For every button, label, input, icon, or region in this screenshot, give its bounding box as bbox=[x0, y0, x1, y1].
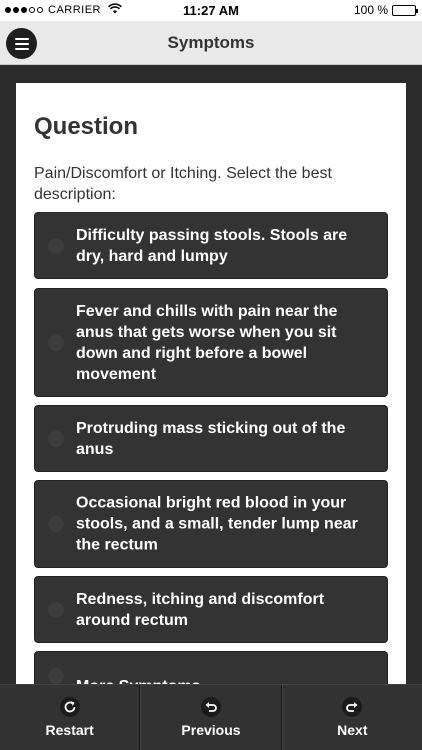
battery-percent: 100 % bbox=[353, 3, 388, 17]
question-text: Pain/Discomfort or Itching. Select the best description: bbox=[34, 165, 332, 203]
option-item[interactable] bbox=[34, 288, 388, 397]
status-right bbox=[354, 3, 416, 17]
restart-button[interactable] bbox=[0, 685, 140, 750]
radio-icon bbox=[48, 668, 64, 684]
option-item[interactable] bbox=[34, 576, 388, 643]
carrier-name: CARRIER bbox=[48, 4, 102, 16]
next-label: Next bbox=[337, 722, 368, 738]
radio-icon bbox=[48, 602, 64, 618]
previous-button[interactable] bbox=[140, 685, 281, 750]
question-title: Question bbox=[34, 113, 139, 140]
option-label: Fever and chills with pain near the anus that gets worse when you sit down and right before a bowel movement bbox=[76, 302, 338, 383]
header-bar bbox=[0, 21, 422, 65]
content-area[interactable] bbox=[0, 67, 422, 684]
undo-icon bbox=[201, 697, 221, 717]
battery-icon bbox=[392, 5, 416, 16]
radio-icon bbox=[48, 516, 64, 532]
next-button[interactable] bbox=[282, 685, 422, 750]
option-label: Difficulty passing stools. Stools are dry, hard and lumpy bbox=[76, 226, 348, 265]
redo-icon bbox=[342, 697, 362, 717]
status-time: 11:27 AM bbox=[183, 3, 239, 18]
restart-label: Restart bbox=[45, 722, 94, 738]
option-item[interactable] bbox=[34, 405, 388, 472]
refresh-icon bbox=[60, 697, 80, 717]
bottom-toolbar bbox=[0, 684, 422, 750]
radio-icon bbox=[48, 431, 64, 447]
page-title: Symptoms bbox=[167, 33, 255, 52]
option-item[interactable] bbox=[34, 212, 388, 279]
previous-label: Previous bbox=[181, 722, 241, 738]
option-label: Occasional bright red blood in your stools, and a small, tender lump near the rectum bbox=[76, 494, 358, 554]
option-item[interactable] bbox=[34, 480, 388, 568]
radio-icon bbox=[48, 335, 64, 351]
option-label: Redness, itching and discomfort around rectum bbox=[76, 590, 325, 629]
radio-icon bbox=[48, 238, 64, 254]
option-label: Protruding mass sticking out of the anus bbox=[76, 419, 346, 458]
status-bar bbox=[0, 0, 422, 21]
question-card bbox=[16, 83, 406, 723]
